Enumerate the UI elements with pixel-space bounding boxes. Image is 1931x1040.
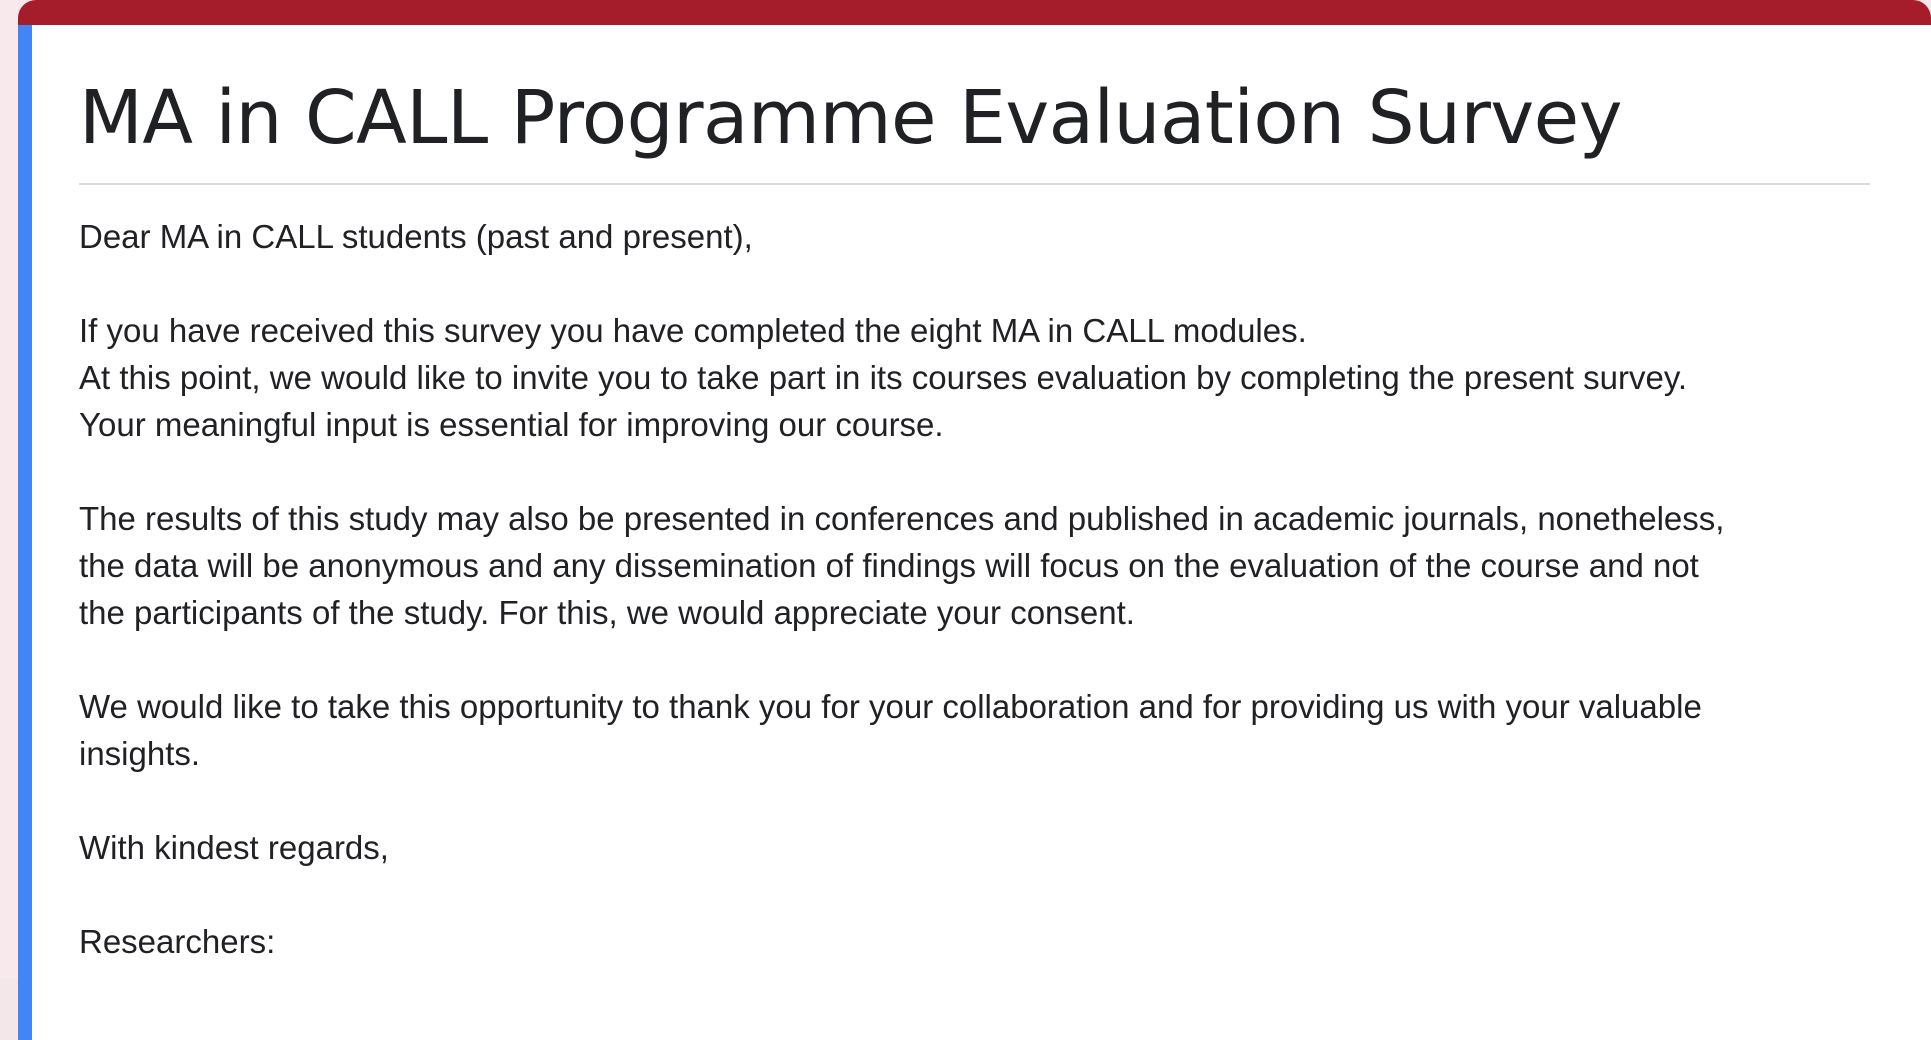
form-header-card bbox=[18, 0, 1931, 1040]
form-title: MA in CALL Programme Evaluation Survey bbox=[79, 75, 1622, 161]
description-line: At this point, we would like to invite you to take part in its courses evaluation by completing the present survey. bbox=[79, 359, 1688, 396]
description-line: The results of this study may also be presented in conferences and published in academic journals, nonetheless, bbox=[79, 500, 1725, 537]
paragraph-spacer bbox=[79, 448, 1894, 495]
form-header-content bbox=[79, 25, 1871, 965]
description-line: If you have received this survey you have completed the eight MA in CALL modules. bbox=[79, 312, 1307, 349]
description-line: the data will be anonymous and any dissemination of findings will focus on the evaluation of the course and not bbox=[79, 547, 1699, 584]
paragraph-spacer bbox=[79, 777, 1894, 824]
card-left-focus-indicator bbox=[18, 25, 32, 1040]
description-line: the participants of the study. For this, we would appreciate your consent. bbox=[79, 594, 1135, 631]
researchers-label: Researchers: bbox=[79, 923, 276, 960]
description-line: We would like to take this opportunity to thank you for your collaboration and for providing us with your valuable bbox=[79, 688, 1702, 725]
description-greeting: Dear MA in CALL students (past and present), bbox=[79, 218, 753, 255]
paragraph-spacer bbox=[79, 636, 1894, 683]
description-line: Your meaningful input is essential for improving our course. bbox=[79, 406, 944, 443]
card-top-accent-bar bbox=[18, 0, 1931, 25]
paragraph-spacer bbox=[79, 260, 1894, 307]
page-background bbox=[0, 0, 18, 979]
description-line: insights. bbox=[79, 735, 201, 772]
description-closing: With kindest regards, bbox=[79, 829, 389, 866]
paragraph-spacer bbox=[79, 871, 1894, 918]
title-divider bbox=[79, 183, 1870, 185]
form-description bbox=[79, 213, 1894, 965]
